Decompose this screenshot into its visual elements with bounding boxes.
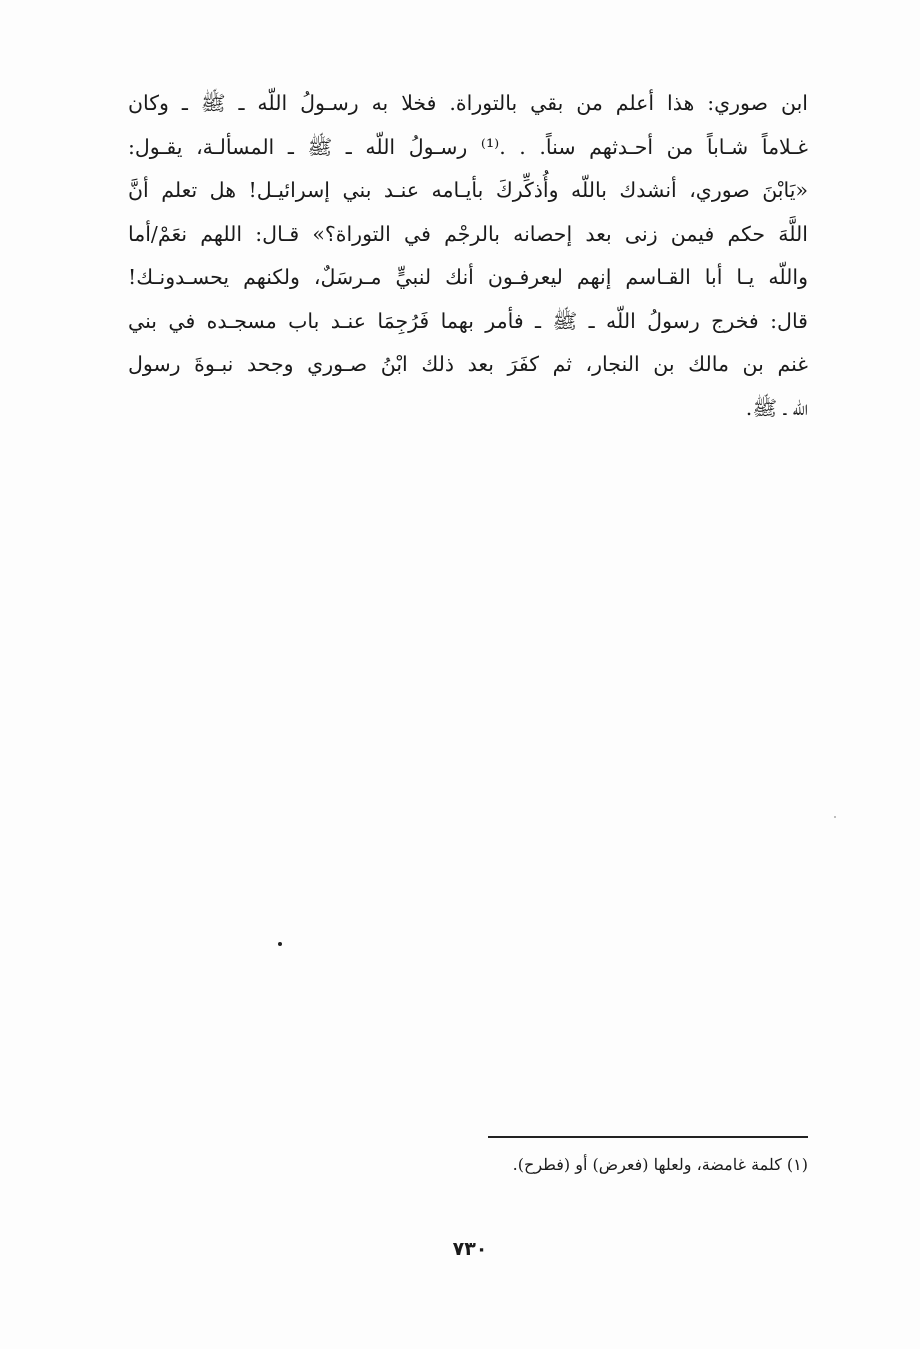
page-number: ٧٣٠ bbox=[452, 1238, 488, 1260]
text-line-4: اللَّهَ حكم فيمن زنى بعد إحصانه بالرجْم في التوراة؟» قـال: اللهم نعَمْ/أما bbox=[128, 221, 808, 246]
footnote: (١) كلمة غامضة، ولعلها (فعرض) أو (فطرح). bbox=[512, 1155, 808, 1174]
scan-speck-faint bbox=[834, 816, 836, 818]
text-line-6: قال: فخرج رسولُ اللّه ـ ﷺ ـ فأمر بهما فَرُجِمَا عنـد باب مسجـده في بني bbox=[128, 308, 808, 333]
scan-speck bbox=[278, 942, 282, 946]
footnote-separator bbox=[488, 1136, 808, 1138]
text-line-1: ابن صوري: هذا أعلم من بقي بالتوراة. فخلا به رسـولُ اللّه ـ ﷺ ـ وكان bbox=[128, 91, 808, 115]
text-line-2: غـلاماً شـاباً من أحـدثهم سناً. . .⁽¹⁾ رسـولُ اللّه ـ ﷺ ـ المسألـة، يقـول: bbox=[128, 134, 808, 159]
text-line-5: واللّه يـا أبا القـاسم إنهم ليعرفـون أنك لنبيٍّ مـرسَلٌ، ولكنهم يحسـدونـك! bbox=[128, 265, 808, 289]
text-line-8: اللّه ـ ﷺ. bbox=[745, 395, 808, 420]
text-line-3: «يَابْنَ صوري، أنشدك باللّه وأُذكِّركَ بأيـامه عنـد بني إسرائيـل! هل تعلم أنَّ bbox=[128, 178, 808, 202]
text-line-7: غنم بن مالك بن النجار، ثم كفَرَ بعد ذلك ابْنُ صـوري وجحد نبـوةَ رسول bbox=[128, 352, 808, 376]
main-text-block bbox=[128, 82, 808, 430]
